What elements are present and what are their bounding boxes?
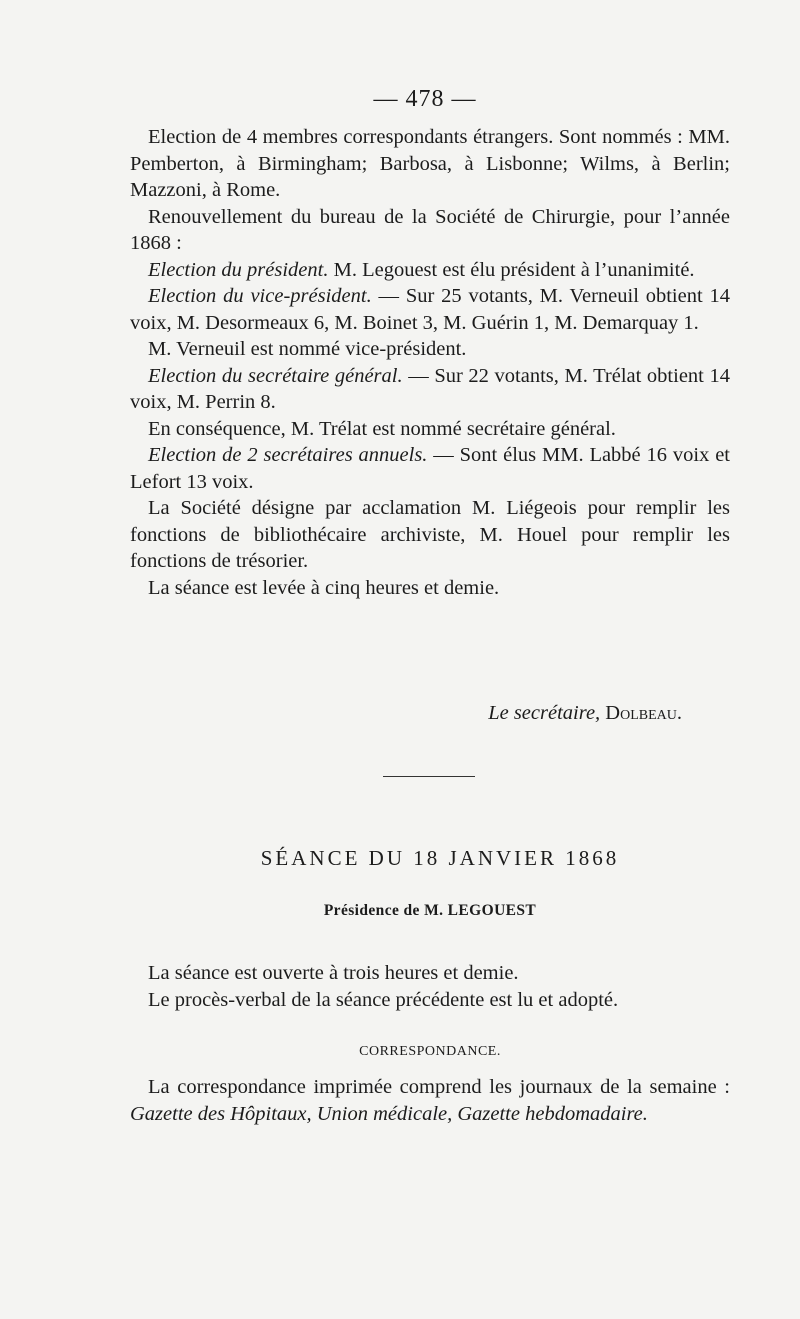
correspondance-intro: La correspondance imprimée comprend les journaux de la semaine : <box>148 1076 730 1098</box>
paragraph-election-annuels <box>130 442 730 495</box>
paragraph-election-vice-president <box>130 283 730 336</box>
election-president-label: Election du président. <box>148 258 329 281</box>
election-vice-text: — Sur 25 votants, M. Verneuil obtient 14 voix, M. Desormeaux 6, M. Boinet 3, M. Guérin 1, M. Demarquay 1. <box>130 285 731 334</box>
section-divider <box>383 776 475 777</box>
election-president-text: M. Legouest est élu président à l’unanimité. <box>328 258 695 281</box>
signature-name: Dolbeau. <box>605 702 682 724</box>
election-annuels-label: Election de 2 secrétaires annuels. <box>148 444 428 466</box>
correspondance-heading: CORRESPONDANCE. <box>359 1044 501 1059</box>
election-vice-label: Election du vice-président. <box>148 285 372 307</box>
signature-role: Le secrétaire, <box>488 702 601 724</box>
paragraph-secretaire-result: En conséquence, M. Trélat est nommé secrétaire général. <box>148 417 616 440</box>
paragraph-correspondance <box>130 1074 730 1127</box>
correspondance-section <box>130 1074 730 1127</box>
presidence-line: Présidence de M. LEGOUEST <box>323 902 537 919</box>
election-secgen-text: — Sur 22 votants, M. Trélat obtient 14 voix, M. Perrin 8. <box>130 364 730 413</box>
seance-title: SÉANCE DU 18 JANVIER 1868 <box>260 846 620 870</box>
paragraph-ouverture: La séance est ouverte à trois heures et demie. <box>148 962 519 984</box>
election-secgen-label: Election du secrétaire général. <box>148 364 403 387</box>
paragraph-proces-verbal: Le procès-verbal de la séance précédente est lu et adopté. <box>148 988 619 1011</box>
paragraph-bibliothecaire: La Société désigne par acclamation M. Liégeois pour remplir les fonctions de bibliothécaire archiviste, M. Houel pour remplir les fonctions de trésorier. <box>130 497 730 572</box>
paragraph-vice-result: M. Verneuil est nommé vice-président. <box>148 338 467 360</box>
seance-opening <box>130 960 730 1013</box>
paragraph-correspondants: Election de 4 membres correspondants étrangers. Sont nommés : MM. Pemberton, à Birmingham; Barbosa, à Lisbonne; Wilms, à Berlin; Mazzoni, à Rome. <box>130 126 730 201</box>
paragraph-levee: La séance est levée à cinq heures et demie. <box>148 576 500 599</box>
paragraph-election-secretaire-general <box>130 363 730 416</box>
signature <box>130 702 682 725</box>
paragraph-renouvellement: Renouvellement du bureau de la Société de Chirurgie, pour l’année 1868 : <box>130 205 730 254</box>
session-minutes <box>130 124 730 601</box>
election-annuels-text: — Sont élus MM. Labbé 16 voix et Lefort 13 voix. <box>130 444 730 493</box>
page-number: — 478 — <box>373 86 477 112</box>
paragraph-election-president <box>130 257 730 284</box>
journaux-list: Gazette des Hôpitaux, Union médicale, Gazette hebdomadaire. <box>130 1102 648 1125</box>
